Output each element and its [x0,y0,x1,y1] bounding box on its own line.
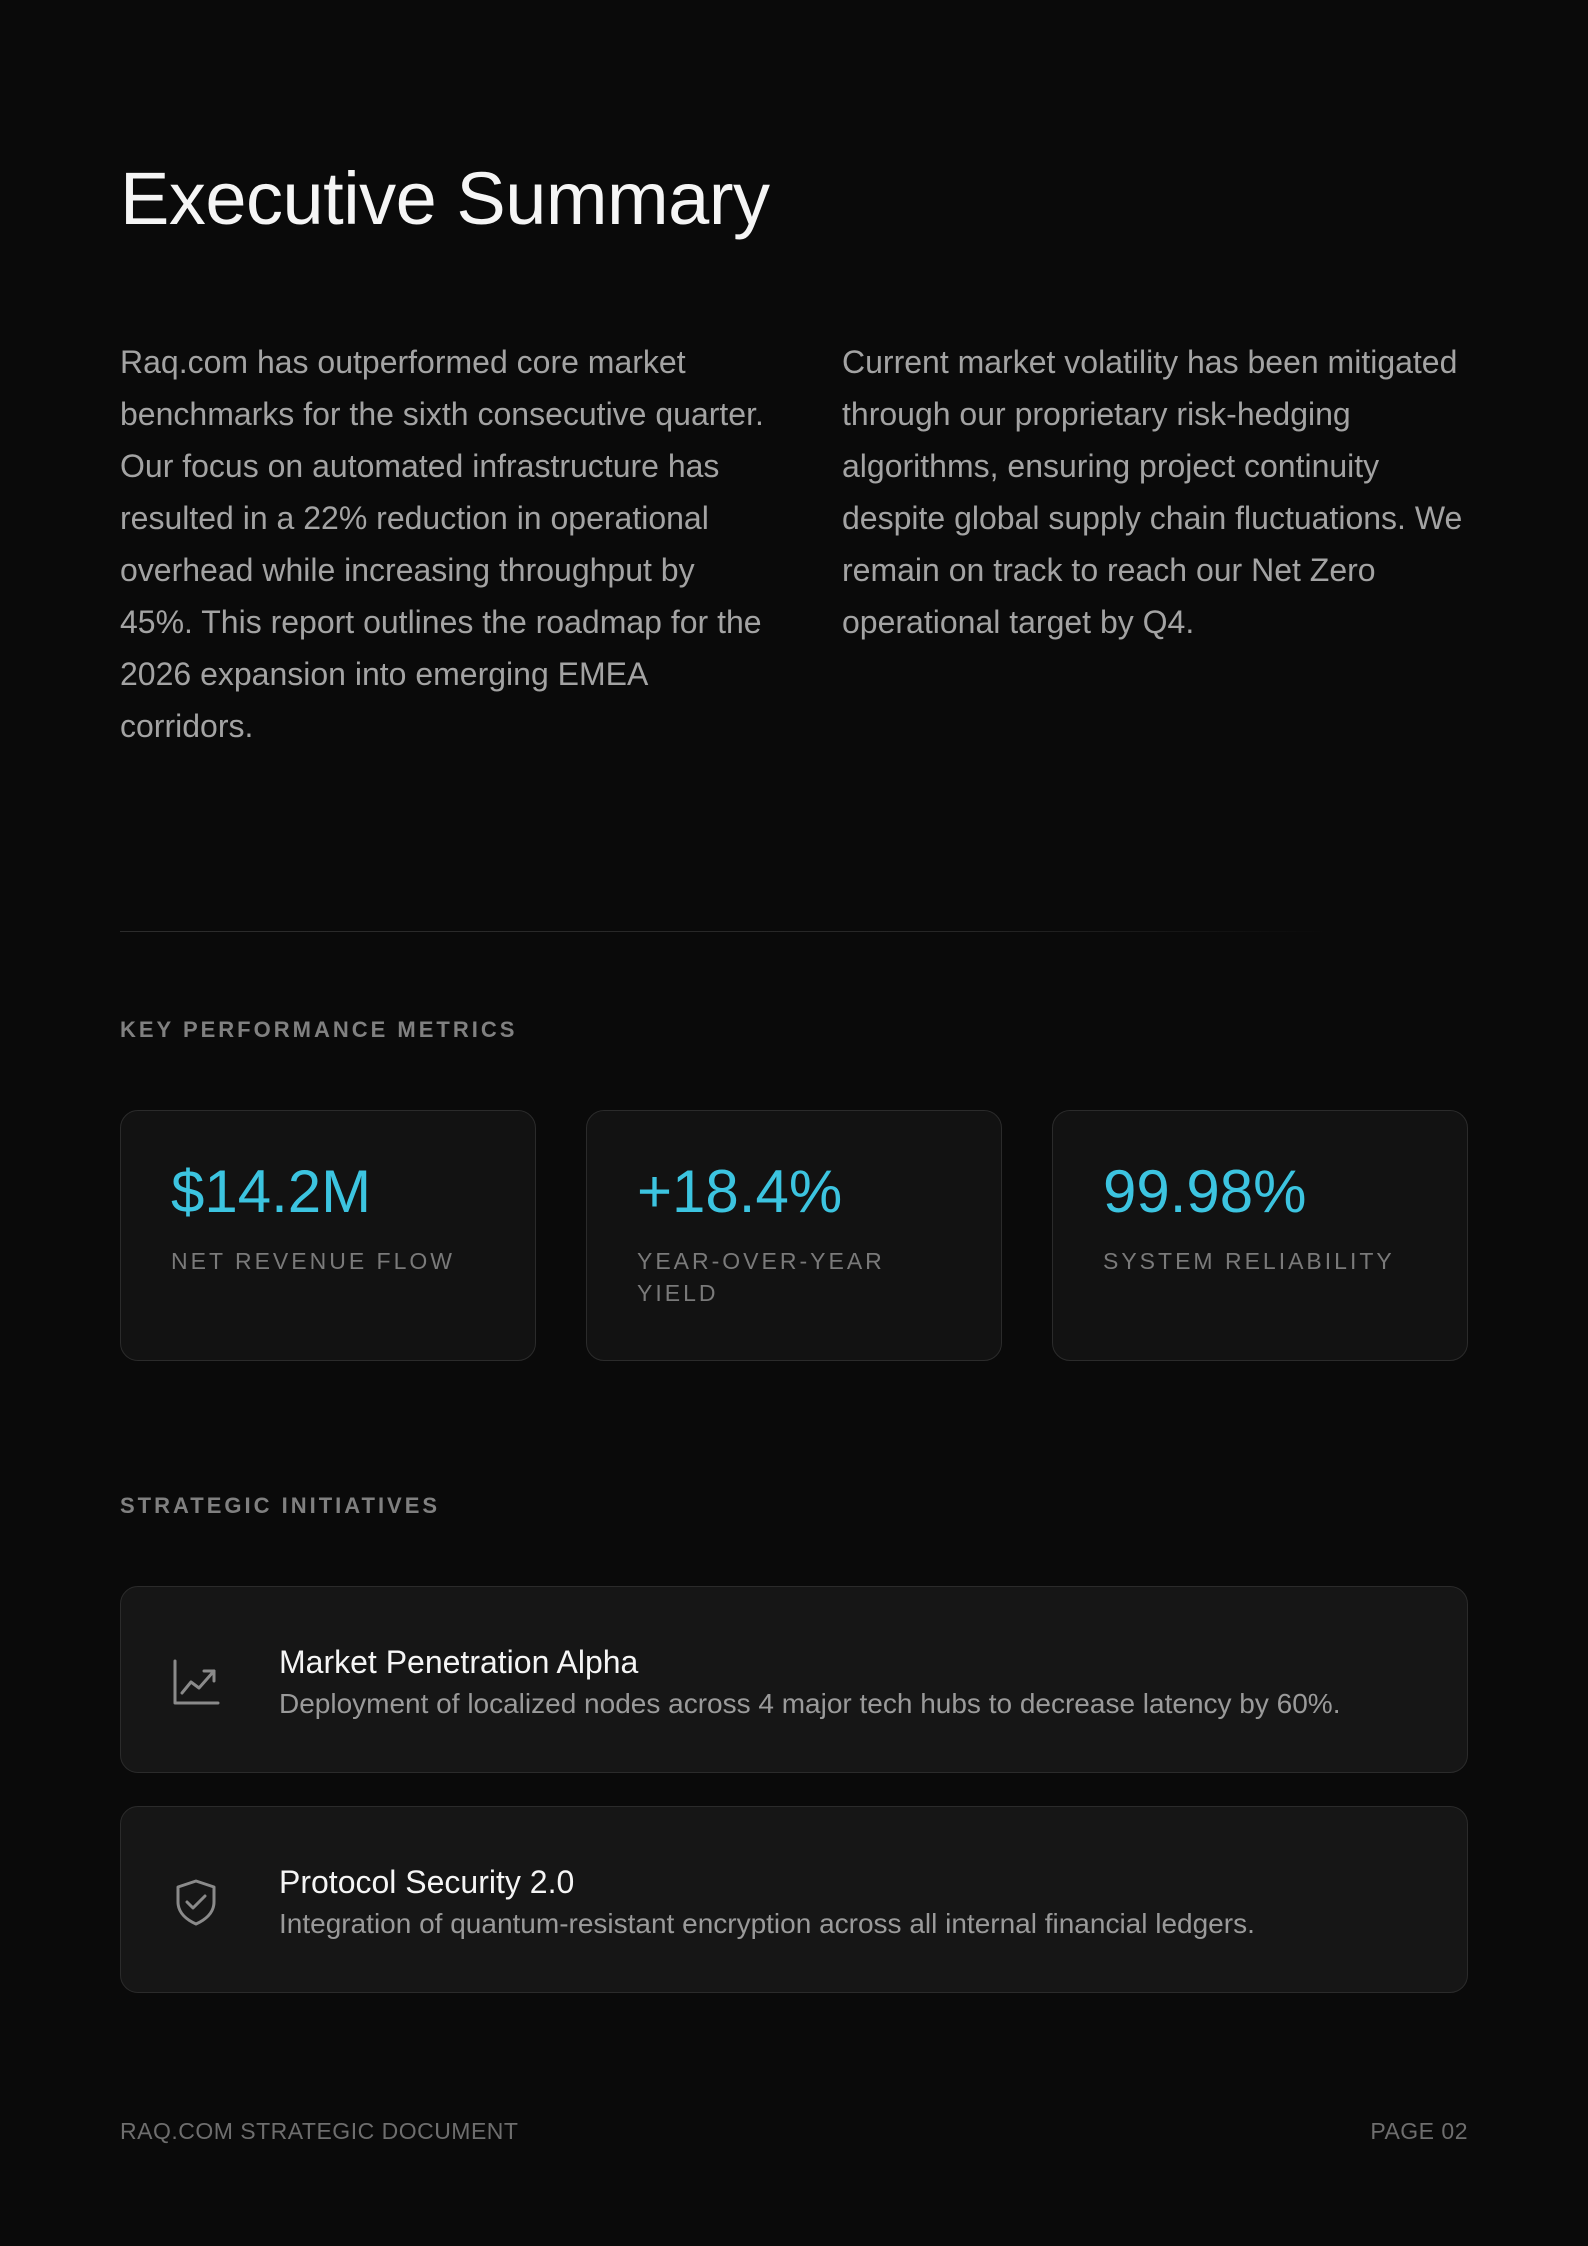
metric-card-yield [586,1110,1002,1361]
initiative-title: Market Penetration Alpha [279,1644,639,1680]
metric-label: SYSTEM RELIABILITY [1103,1248,1395,1274]
initiative-card-market-penetration [120,1586,1468,1773]
metrics-grid [120,1110,1468,1361]
metric-value: +18.4% [637,1158,843,1225]
initiative-description: Deployment of localized nodes across 4 major tech hubs to decrease latency by 60%. [279,1688,1341,1719]
metric-label: NET REVENUE FLOW [171,1248,455,1274]
document-page [120,0,1468,2246]
metric-value: $14.2M [171,1158,372,1225]
intro-paragraph-right: Current market volatility has been mitigated through our proprietary risk-hedging algorithms, ensuring project continuity despite global supply chain fluctuations. We remain on track to reach our Net Zero operational target by Q4. [842,344,1463,640]
initiatives-heading: STRATEGIC INITIATIVES [120,1493,441,1518]
metrics-heading: KEY PERFORMANCE METRICS [120,1017,518,1042]
initiative-description: Integration of quantum-resistant encryption across all internal financial ledgers. [279,1908,1255,1939]
trending-chart-icon [171,1657,221,1707]
footer-document-name: RAQ.COM STRATEGIC DOCUMENT [120,2118,519,2144]
initiative-title: Protocol Security 2.0 [279,1864,575,1900]
page-title: Executive Summary [120,157,770,240]
shield-check-icon [171,1877,221,1927]
intro-paragraph-left: Raq.com has outperformed core market benchmarks for the sixth consecutive quarter. Our focus on automated infrastructure has resulted in a 22% reduction in operational overhead while increasing throughput by 45%. This report outlines the roadmap for the 2026 expansion into emerging EMEA corridors. [120,344,764,744]
metric-label: YEAR-OVER-YEAR YIELD [637,1248,885,1306]
footer-page-number: PAGE 02 [1370,2118,1468,2144]
initiative-card-protocol-security [120,1806,1468,1993]
section-divider [120,931,1330,932]
metric-value: 99.98% [1103,1158,1307,1225]
metric-card-revenue [120,1110,536,1361]
metric-card-reliability [1052,1110,1468,1361]
